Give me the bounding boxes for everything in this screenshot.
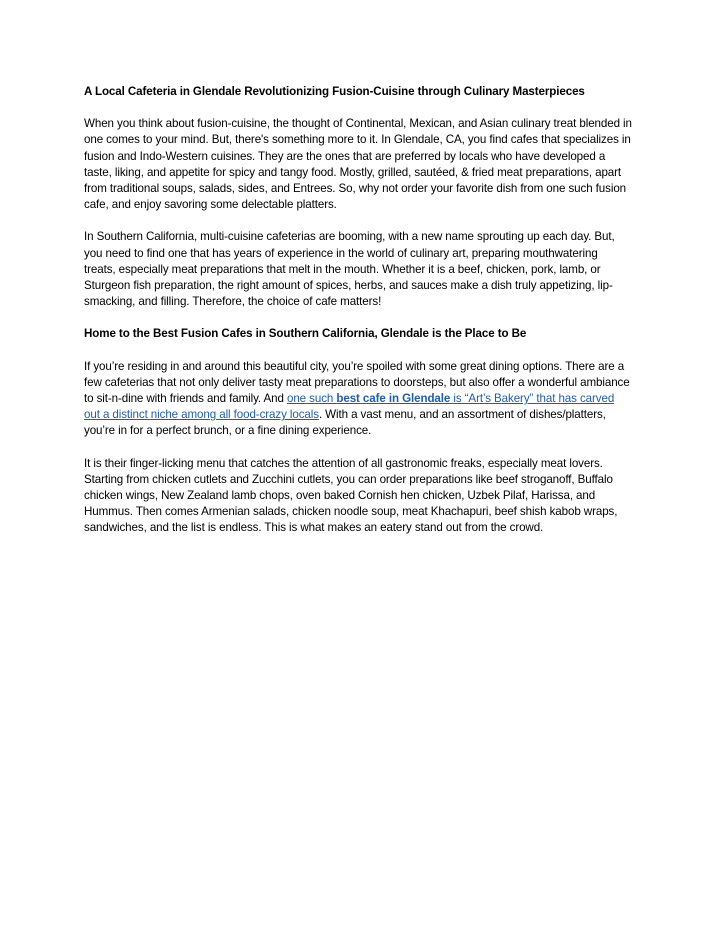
paragraph-dining-options xyxy=(84,359,632,440)
paragraph-text-before-link: If you’re residing in and around this beautiful city, you’re spoiled with some great dining options. There are a few cafeterias that not only deliver tasty meat preparations to doorsteps, but also offer a wonderful ambiance to sit-n-dine with friends and family. And xyxy=(84,359,630,406)
page-title: A Local Cafeteria in Glendale Revolutionizing Fusion-Cuisine through Culinary Masterpieces xyxy=(84,85,585,98)
paragraph-intro: When you think about fusion-cuisine, the thought of Continental, Mexican, and Asian culinary treat blended in one comes to your mind. But, there's something more to it. In Glendale, CA, you find cafes that specializes in fusion and Indo-Western cuisines. They are the ones that are preferred by locals who have developed a taste, liking, and appetite for spicy and tangy food. Mostly, grilled, sautéed, & fried meat preparations, apart from traditional soups, salads, sides, and Entrees. So, why not order your favorite dish from one such fusion cafe, and enjoy savoring some delectable platters. xyxy=(84,117,632,212)
link-text-prefix: one such xyxy=(286,392,337,406)
document-page xyxy=(84,84,632,553)
link-text-suffix: is “Art’s Bakery” that has carved out a distinct niche among all food-crazy locals xyxy=(84,392,615,422)
paragraph-text-after-link: . With a vast menu, and an assortment of dishes/platters, you’re in for a perfect brunch, or a fine dining experience. xyxy=(84,408,606,438)
paragraph-southern-california: In Southern California, multi-cuisine cafeterias are booming, with a new name sprouting up each day. But, you need to find one that has years of experience in the world of culinary art, preparing mouthwatering treats, especially meat preparations that melt in the mouth. Whether it is a beef, chicken, pork, lamb, or Sturgeon fish preparation, the right amount of spices, herbs, and sauces make a dish truly appetizing, lip-smacking, and filling. Therefore, the choice of cafe matters! xyxy=(84,230,615,309)
section-heading: Home to the Best Fusion Cafes in Southern California, Glendale is the Place to Be xyxy=(84,327,527,341)
link-text-bold: best cafe in Glendale xyxy=(336,392,454,406)
paragraph-menu: It is their finger-licking menu that catches the attention of all gastronomic freaks, especially meat lovers. Starting from chicken cutlets and Zucchini cutlets, you can order preparations like beef stroganoff, Buffalo chicken wings, New Zealand lamb chops, oven baked Cornish hen chicken, Uzbek Pilaf, Harissa, and Hummus. Then comes Armenian salads, chicken noodle soup, meat Khachapuri, beef shish kabob wraps, sandwiches, and the list is endless. This is what makes an eatery stand out from the crowd. xyxy=(84,456,618,535)
